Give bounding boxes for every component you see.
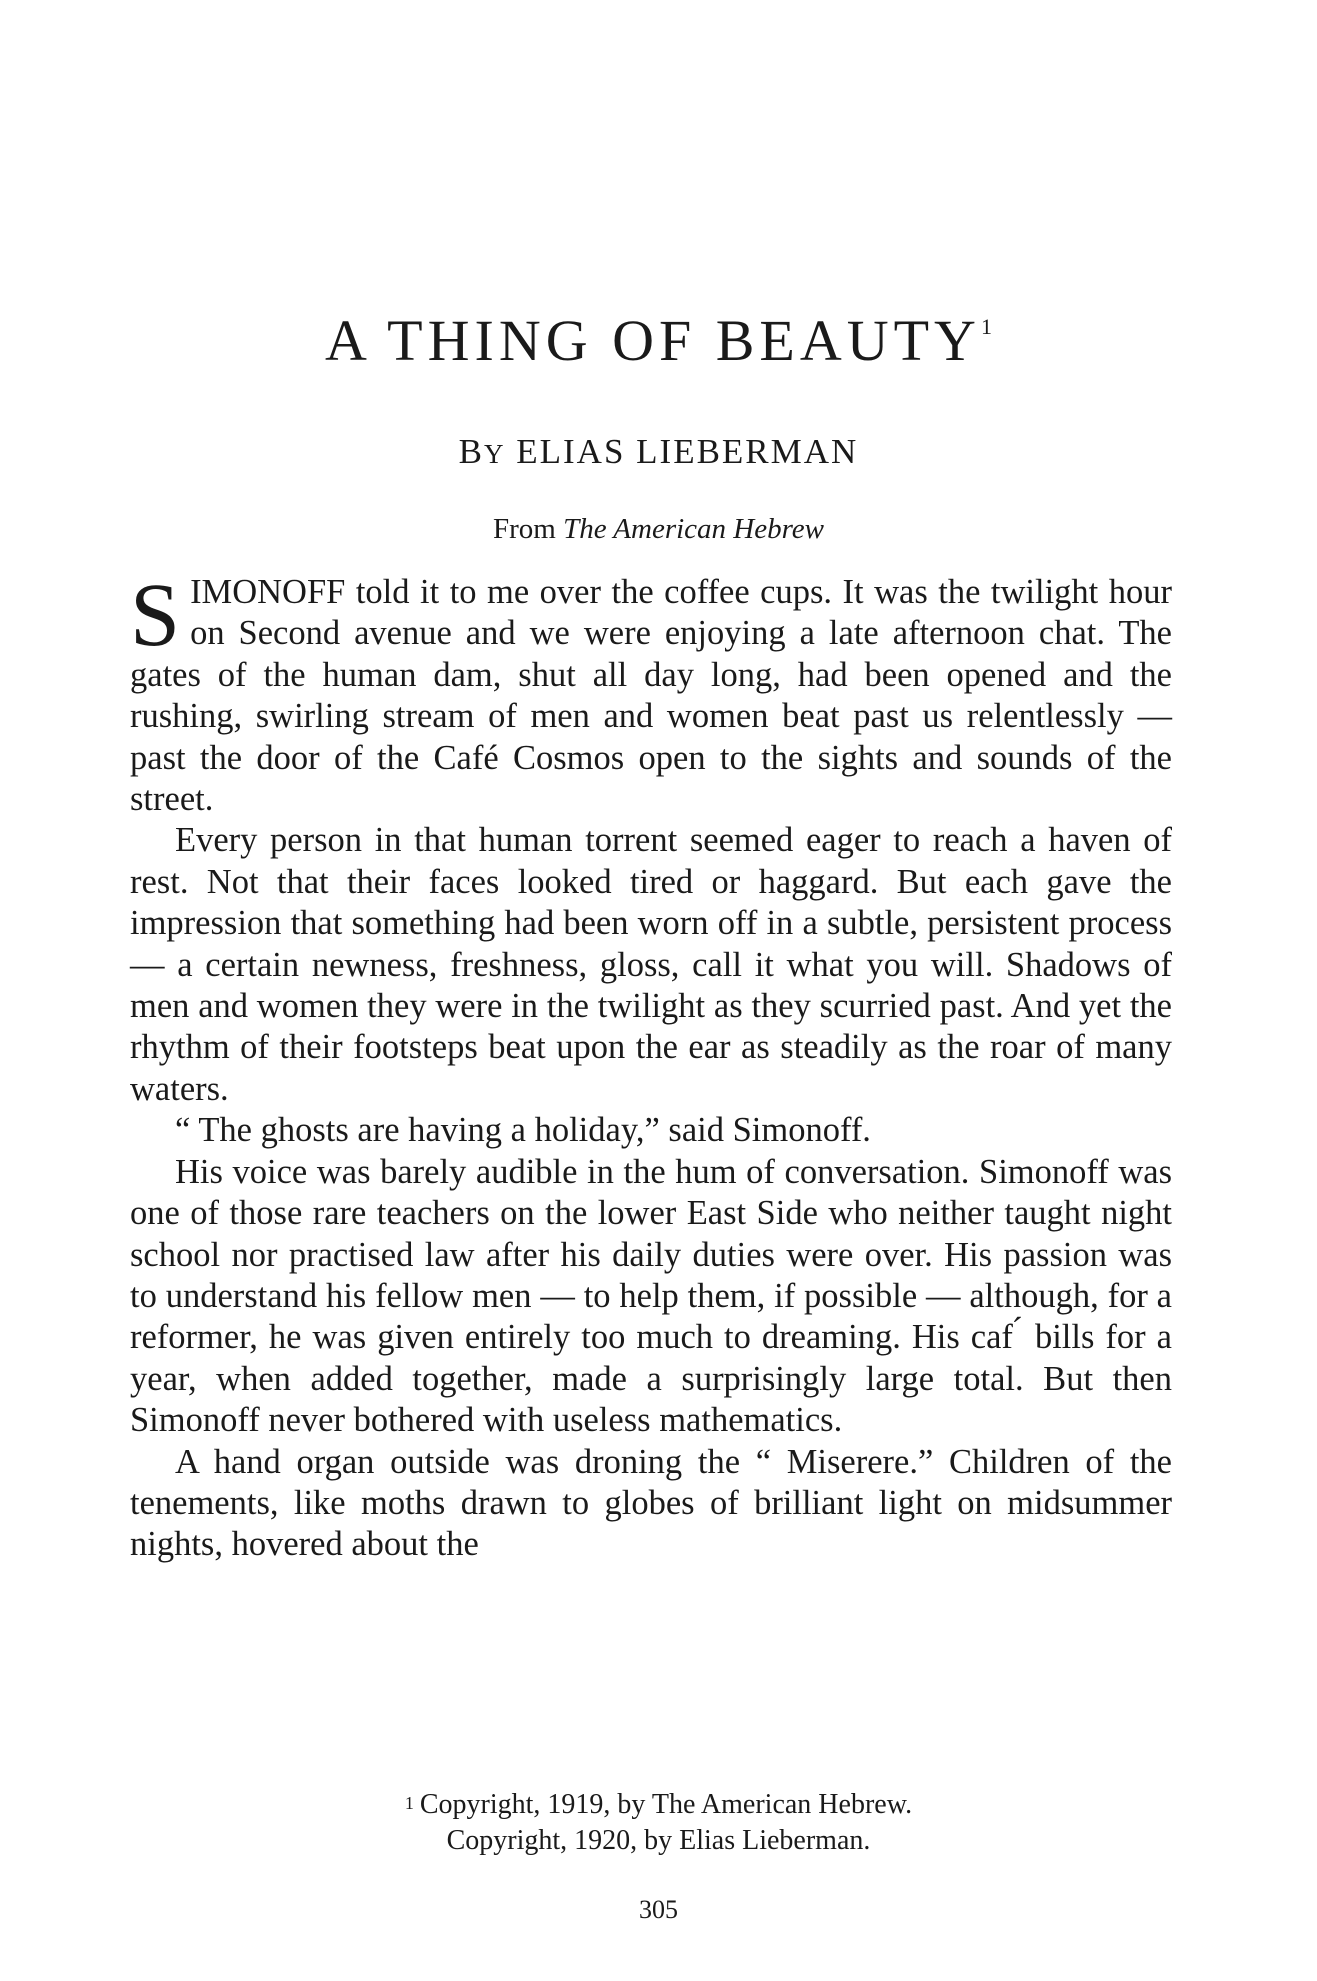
title-footnote-mark: 1 [980, 314, 992, 339]
footnotes [0, 1787, 1317, 1859]
chapter-title-text: A THING OF BEAUTY [325, 308, 981, 373]
drop-cap: S [130, 566, 181, 665]
paragraph-3: “ The ghosts are having a holiday,” said Simonoff. [175, 1111, 871, 1150]
source-publication: The American Hebrew [563, 513, 825, 545]
source-prefix: From [492, 513, 556, 545]
paragraph-5: A hand organ outside was droning the “ Miserere.” Children of the tenements, like moths drawn to globes of brilliant light on midsummer nights, hovered about the [130, 1442, 1172, 1564]
footnote-mark: 1 [404, 1793, 414, 1813]
paragraph-1 [130, 566, 1172, 820]
author-name: ELIAS LIEBERMAN [516, 432, 859, 471]
paragraph-4: His voice was barely audible in the hum of conversation. Simonoff was one of those rare teachers on the lower East Side who neither taught night school nor practised law after his daily duties were over. His passion was to understand his fellow men — to help them, if possible — although, for a reformer, he was given entirely too much to dreaming. His caf ́ bills for a year, when added together, made a surprisingly large total. But then Simonoff never bothered with useless mathematics. [130, 1152, 1172, 1440]
byline-by-initial: B [458, 432, 485, 471]
footnote-line-2: Copyright, 1920, by Elias Lieberman. [446, 1825, 871, 1856]
byline-by-rest: Y [484, 439, 506, 469]
footnote-line-1 [0, 1787, 1317, 1823]
chapter-title [0, 308, 1317, 373]
source-line [0, 515, 1317, 544]
story-body [130, 566, 1172, 1566]
paragraph-1-text: IMONOFF told it to me over the coffee cups. It was the twilight hour on Second avenue and we were enjoying a late afternoon chat. The gates of the human dam, shut all day long, had been opened and the rushing, swirling stream of men and women beat past us relentlessly — past the door of the Café Cosmos open to the sights and sounds of the street. [130, 573, 1172, 819]
paragraph-2: Every person in that human torrent seemed eager to reach a haven of rest. Not that their faces looked tired or haggard. But each gave the impression that something had been worn off in a subtle, persistent process — a certain newness, freshness, gloss, call it what you will. Shadows of men and women they were in the twilight as they scurried past. And yet the rhythm of their footsteps beat upon the ear as steadily as the roar of many waters. [130, 821, 1172, 1108]
footnote-text-1: Copyright, 1919, by The American Hebrew. [419, 1789, 913, 1820]
page-number: 305 [639, 1895, 678, 1924]
author-byline [0, 434, 1317, 469]
